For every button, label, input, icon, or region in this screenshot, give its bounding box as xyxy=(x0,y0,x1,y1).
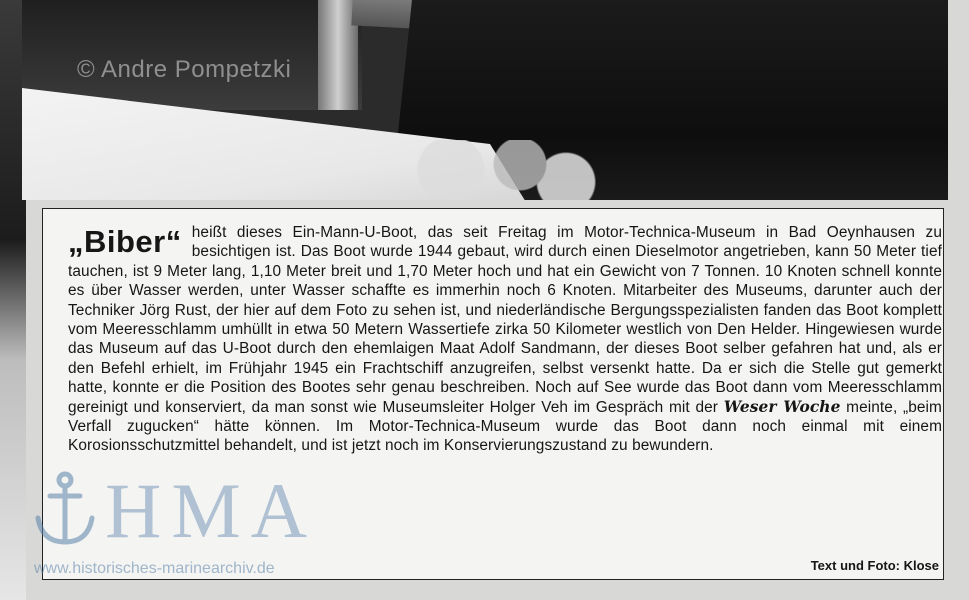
watermark-letters: HMA xyxy=(105,467,318,554)
photo-crate xyxy=(22,0,362,110)
article-text xyxy=(68,223,942,456)
watermark-url: www.historisches-marinearchiv.de xyxy=(34,560,275,577)
article-byline: Text und Foto: Klose xyxy=(810,558,939,573)
photo-credit: © Andre Pompetzki xyxy=(77,56,292,83)
newspaper-name: Weser Woche xyxy=(723,397,841,416)
article-headline: „Biber“ xyxy=(68,224,182,259)
photo-foam xyxy=(382,140,612,200)
anchor-icon xyxy=(30,470,100,550)
article-body-end: meinte, „beim Verfall zugucken“ hätte können. Im Motor-Technica-Museum wurde das Boot dann noch einmal mit einem Korosionsschutzmittel behandelt, und ist jetzt noch im Konservierungszustand zu bewundern. xyxy=(68,398,942,455)
article-body: heißt dieses Ein-Mann-U-Boot, das seit Freitag im Motor-Technica-Museum in Bad Oeynhausen zu besichtigen ist. Das Boot wurde 1944 gebaut, wird durch einen Dieselmotor angetrieben, kann 50 Meter tief tauchen, ist 9 Meter lang, 1,10 Meter breit und 1,70 Meter hoch und hat ein Gewicht von 7 Tonnen. 10 Knoten schnell konnte es über Wasser werden, unter Wasser schaffte es immerhin noch 6 Knoten. Mitarbeiter des Museums, darunter auch der Techniker Jörg Rust, der hier auf dem Foto zu sehen ist, und niederländische Bergungsspezialisten fanden das Boot komplett vom Meeresschlamm umhüllt in etwa 50 Metern Wassertiefe zirka 50 Kilometer westlich von Den Helder. Hingewiesen wurde das Museum auf das U-Boot durch den ehemlaigen Maat Adolf Sandmann, der dieses Boot selber gefahren hat und, als er den Befehl erhielt, im Frühjahr 1945 ein Frachtschiff anzugreifen, selbst versenkt hatte. Da er sich die Stelle gut gemerkt hatte, konnte er die Position des Bootes sehr genau beschreiben. Noch auf See wurde das Boot dann vom Meeresschlamm gereinigt und konserviert, da man sonst wie Museumsleiter Holger Veh im Gespräch mit der xyxy=(68,224,942,416)
newspaper-photo xyxy=(22,0,948,200)
